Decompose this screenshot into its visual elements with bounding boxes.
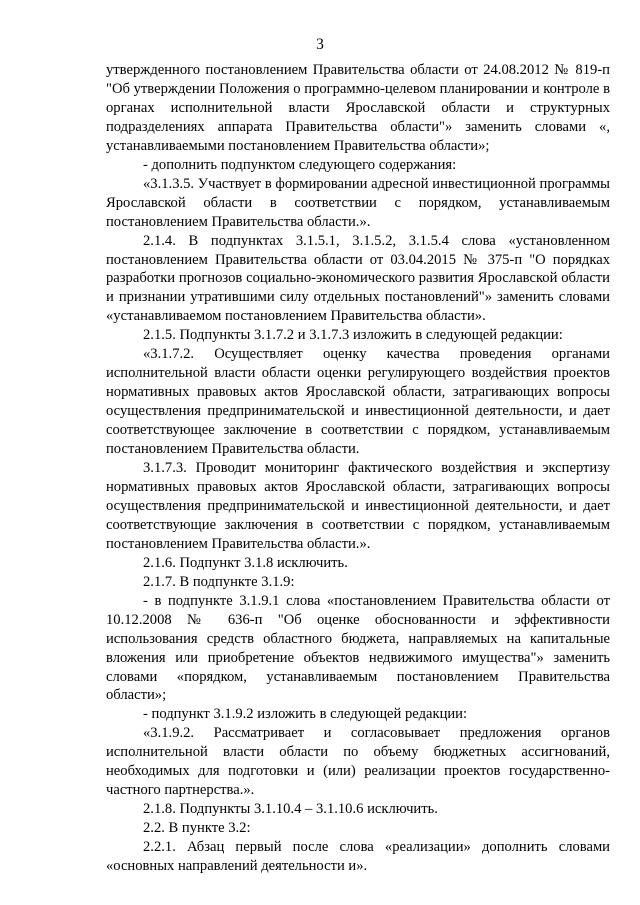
- paragraph-item-2-1-4: 2.1.4. В подпунктах 3.1.5.1, 3.1.5.2, 3.1.5.4 слова «установленном постановлением Правительства области от 03.04.2015 № 375-п "О порядках разработки прогнозов социально-экономического развития Ярославской области и признании утратившими силу отдельных постановлений"» заменить словами «устанавливаемом постановлением Правительства области».: [106, 232, 610, 325]
- paragraph-item-2-1-6: 2.1.6. Подпункт 3.1.8 исключить.: [143, 554, 348, 571]
- paragraph-clause-3-1-9-2: «3.1.9.2. Рассматривает и согласовывает предложения органов исполнительной власти области по объему бюджетных ассигнований, необходимых для подготовки и (или) реализации проектов государственно-частного партнерства.».: [106, 725, 610, 799]
- paragraph-item-2-1-8: 2.1.8. Подпункты 3.1.10.4 – 3.1.10.6 исключить.: [143, 801, 438, 818]
- paragraph-item-2-2: 2.2. В пункте 3.2:: [143, 820, 251, 837]
- paragraph-clause-3-1-7-2: «3.1.7.2. Осуществляет оценку качества проведения органами исполнительной власти области оценки регулирующего воздействия проектов нормативных правовых актов Ярославской области, затрагивающих вопросы осуществления предпринимательской и инвестиционной деятельности, и дает соответствующее заключение в соответствии с порядком, устанавливаемым постановлением Правительства области.: [106, 346, 610, 458]
- paragraph-continuation: утвержденного постановлением Правительства области от 24.08.2012 № 819-п "Об утверждении Положения о программно-целевом планировании и контроле в органах исполнительной власти Ярославской области и структурных подразделениях аппарата Правительства области"» заменить словами «, устанавливаемыми постановлением Правительства области»;: [106, 62, 610, 154]
- paragraph-add-subclause: - дополнить подпунктом следующего содержания:: [143, 156, 457, 173]
- paragraph-clause-3-1-3-5: «3.1.3.5. Участвует в формировании адресной инвестиционной программы Ярославской области в соответствии с порядком, устанавливаемым постановлением Правительства области.».: [106, 175, 610, 230]
- document-body: [106, 61, 610, 876]
- page-number: 3: [316, 36, 324, 53]
- paragraph-subclause-3-1-9-2-intro: - подпункт 3.1.9.2 изложить в следующей редакции:: [143, 706, 468, 723]
- paragraph-item-2-2-1: 2.2.1. Абзац первый после слова «реализации» дополнить словами «основных направлений деятельности и».: [106, 839, 610, 875]
- paragraph-subclause-3-1-9-1: - в подпункте 3.1.9.1 слова «постановлением Правительства области от 10.12.2008 № 636-п "Об оценке обоснованности и эффективности использования средств областного бюджета, направляемых на капитальные вложения или приобретение объектов недвижимого имущества"» заменить словами «порядком, устанавливаемым постановлением Правительства области»;: [106, 592, 610, 704]
- paragraph-item-2-1-5: 2.1.5. Подпункты 3.1.7.2 и 3.1.7.3 изложить в следующей редакции:: [143, 327, 563, 344]
- paragraph-item-2-1-7: 2.1.7. В подпункте 3.1.9:: [143, 573, 295, 590]
- paragraph-clause-3-1-7-3: 3.1.7.3. Проводит мониторинг фактического воздействия и экспертизу нормативных правовых актов Ярославской области, затрагивающих вопросы осуществления предпринимательской и инвестиционной деятельности, и дает соответствующие заключения в соответствии с порядком, устанавливаемым постановлением Правительства области.».: [106, 460, 610, 552]
